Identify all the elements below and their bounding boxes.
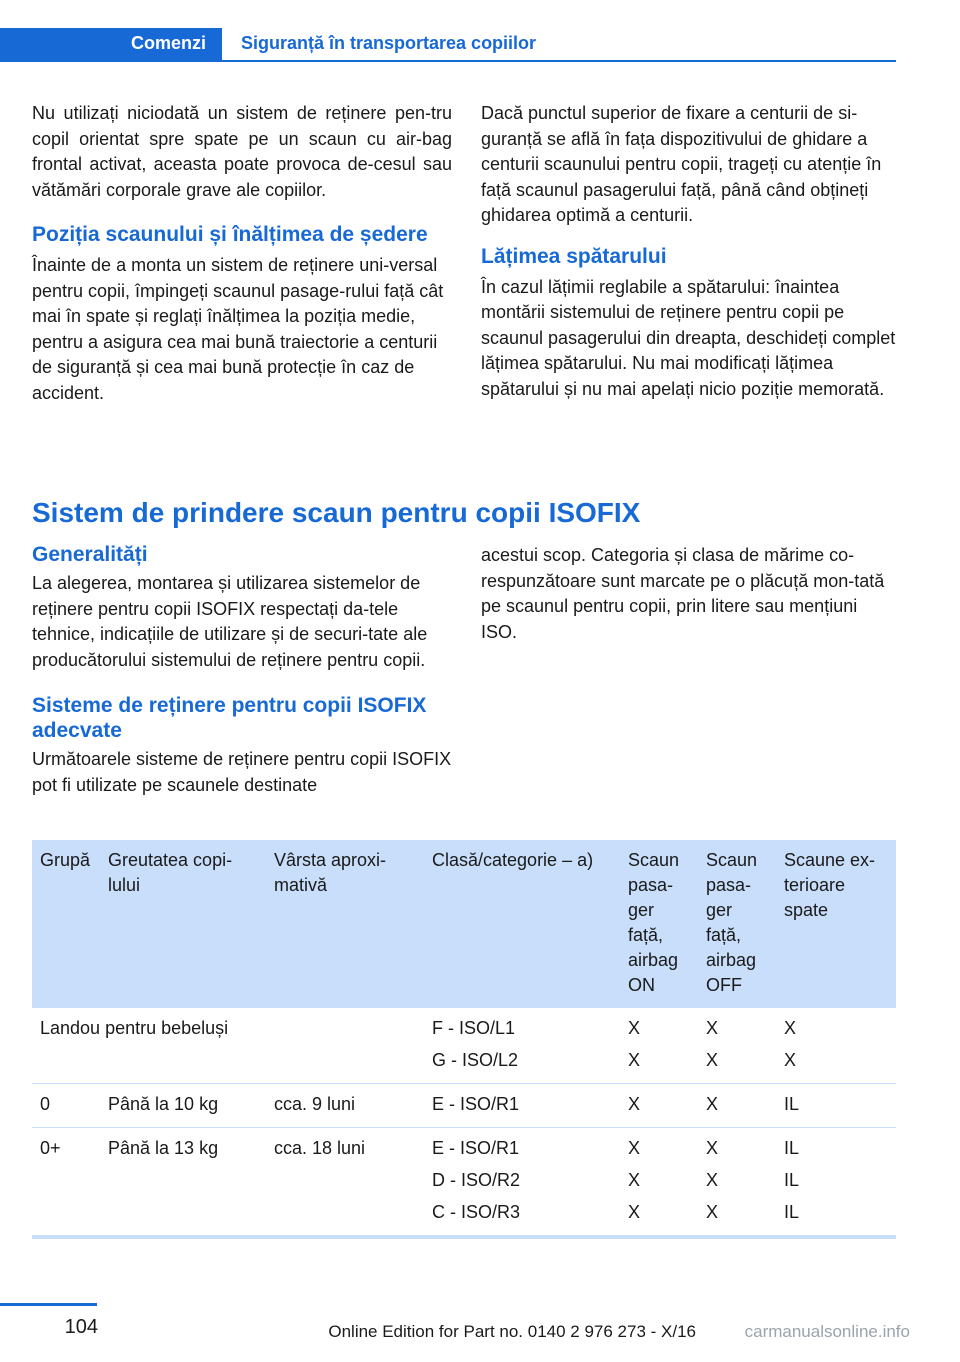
mark-value: X — [628, 1138, 641, 1158]
mark-value: X — [706, 1018, 719, 1038]
left-column-top — [32, 101, 452, 406]
table-cell — [698, 1128, 776, 1238]
warning-text: Nu utilizați niciodată un sistem de reținere pen-tru copil orientat spre spate pe un scaun cu air-bag frontal activat, aceasta poate provoca de-cesul sau vătămări corporale grave ale copiilor. — [32, 103, 452, 200]
footer-rule — [0, 1303, 97, 1306]
table-cell: Până la 13 kg — [100, 1128, 266, 1238]
mark-value: IL — [784, 1202, 800, 1222]
category-text: acestui scop. Categoria și clasa de mărime co-respunzătoare sunt marcate pe o plăcuță mon-tată pe scaunul pentru copii, prin litere sau mențiuni ISO. — [481, 545, 885, 642]
table-cell — [620, 1128, 698, 1238]
table-header-row — [32, 840, 896, 1008]
table-header-cell: Greutatea copi-lului — [100, 840, 266, 1008]
table-row — [32, 1128, 896, 1238]
table-cell — [698, 1008, 776, 1084]
table-cell — [424, 1128, 620, 1238]
seat-position-text: Înainte de a monta un sistem de reținere uni-versal pentru copii, împingeți scaunul pasage-rului față cât mai în spate și reglați înălțimea la poziția medie, pentru a asigura cea mai bună traiectorie a centurii de siguranță și cea mai bună protecție în caz de accident. — [32, 255, 444, 403]
left-column-mid — [32, 542, 452, 798]
section-tab[interactable]: Siguranță în transportarea copiilor — [241, 33, 537, 53]
table-cell: E - ISO/R1 — [424, 1084, 620, 1128]
table-row — [32, 1084, 896, 1128]
mark-value: X — [784, 1050, 797, 1070]
page-number: 104 — [64, 1316, 98, 1338]
watermark-text: carmanualsonline.info — [744, 1322, 910, 1341]
table-cell: X — [620, 1084, 698, 1128]
isofix-table — [32, 840, 896, 1239]
class-value: F - ISO/L1 — [432, 1018, 516, 1038]
mark-value: IL — [784, 1138, 800, 1158]
class-value: G - ISO/L2 — [432, 1050, 519, 1070]
isofix-section-title: Sistem de prindere scaun pentru copii ISOFIX — [32, 497, 641, 528]
right-column-top — [481, 101, 896, 402]
table-header-cell: Scaune ex-terioare spate — [776, 840, 896, 1008]
chapter-tab[interactable]: Comenzi — [0, 28, 222, 60]
table-cell — [776, 1008, 896, 1084]
mark-value: X — [706, 1050, 719, 1070]
seat-position-heading: Poziția scaunului și înălțimea de ședere — [32, 223, 428, 246]
table-cell — [424, 1008, 620, 1084]
table-cell: Landou pentru bebeluși — [32, 1008, 424, 1084]
class-value: C - ISO/R3 — [432, 1202, 521, 1222]
table-header-cell: Clasă/categorie – a) — [424, 840, 620, 1008]
table-header-cell: Vârsta aproxi-mativă — [266, 840, 424, 1008]
table-cell: Până la 10 kg — [100, 1084, 266, 1128]
right-column-mid — [481, 543, 896, 645]
table-header-cell: Grupă — [32, 840, 100, 1008]
table-header-cell: Scaun pasa-ger față, airbag ON — [620, 840, 698, 1008]
mark-value: X — [628, 1050, 641, 1070]
mark-value: X — [706, 1170, 719, 1190]
mark-value: X — [706, 1138, 719, 1158]
table-cell: cca. 9 luni — [266, 1084, 424, 1128]
table-cell — [620, 1008, 698, 1084]
table-row — [32, 1008, 896, 1084]
mark-value: X — [784, 1018, 797, 1038]
isofix-suitable-heading: Sisteme de reținere pentru copii ISOFIX adecvate — [32, 694, 427, 742]
table-cell: IL — [776, 1084, 896, 1128]
backrest-width-text: În cazul lățimii reglabile a spătarului: înaintea montării sistemului de reținere pentru copii pe scaunul pasagerului din dreapta, deschideți complet lățimea spătarului. Nu mai modificați lățimea spătarului și nu mai apelați nicio poziție memorată. — [481, 276, 896, 399]
class-value: E - ISO/R1 — [432, 1138, 520, 1158]
belt-guide-text: Dacă punctul superior de fixare a centurii de si-guranță se află în fața dispozitivului de ghidare a centurii scaunului pentru copii, trageți cu atenție în față scaunul pasagerului față, până când obțineți ghidarea optimă a centurii. — [481, 103, 882, 225]
table-cell: 0 — [32, 1084, 100, 1128]
mark-value: IL — [784, 1170, 800, 1190]
isofix-suitable-text: Următoarele sisteme de reținere pentru copii ISOFIX pot fi utilizate pe scaunele destinate — [32, 749, 452, 795]
mark-value: X — [706, 1202, 719, 1222]
table-cell: cca. 18 luni — [266, 1128, 424, 1238]
edition-text: Online Edition for Part no. 0140 2 976 273 - X/16 — [328, 1322, 696, 1341]
backrest-width-heading: Lățimea spătarului — [481, 244, 667, 268]
table-cell — [776, 1128, 896, 1238]
table-cell: X — [698, 1084, 776, 1128]
mark-value: X — [628, 1018, 641, 1038]
table-cell: 0+ — [32, 1128, 100, 1238]
class-value: D - ISO/R2 — [432, 1170, 521, 1190]
table-header-cell: Scaun pasa-ger față, airbag OFF — [698, 840, 776, 1008]
general-text: La alegerea, montarea și utilizarea sistemelor de reținere pentru copii ISOFIX respectați da-tele tehnice, indicațiile de utilizare și de securi-tate ale producătorului sistemului de reținere pentru copii. — [32, 573, 428, 670]
page-header — [0, 28, 896, 62]
general-heading: Generalități — [32, 543, 148, 566]
mark-value: X — [628, 1202, 641, 1222]
mark-value: X — [628, 1170, 641, 1190]
